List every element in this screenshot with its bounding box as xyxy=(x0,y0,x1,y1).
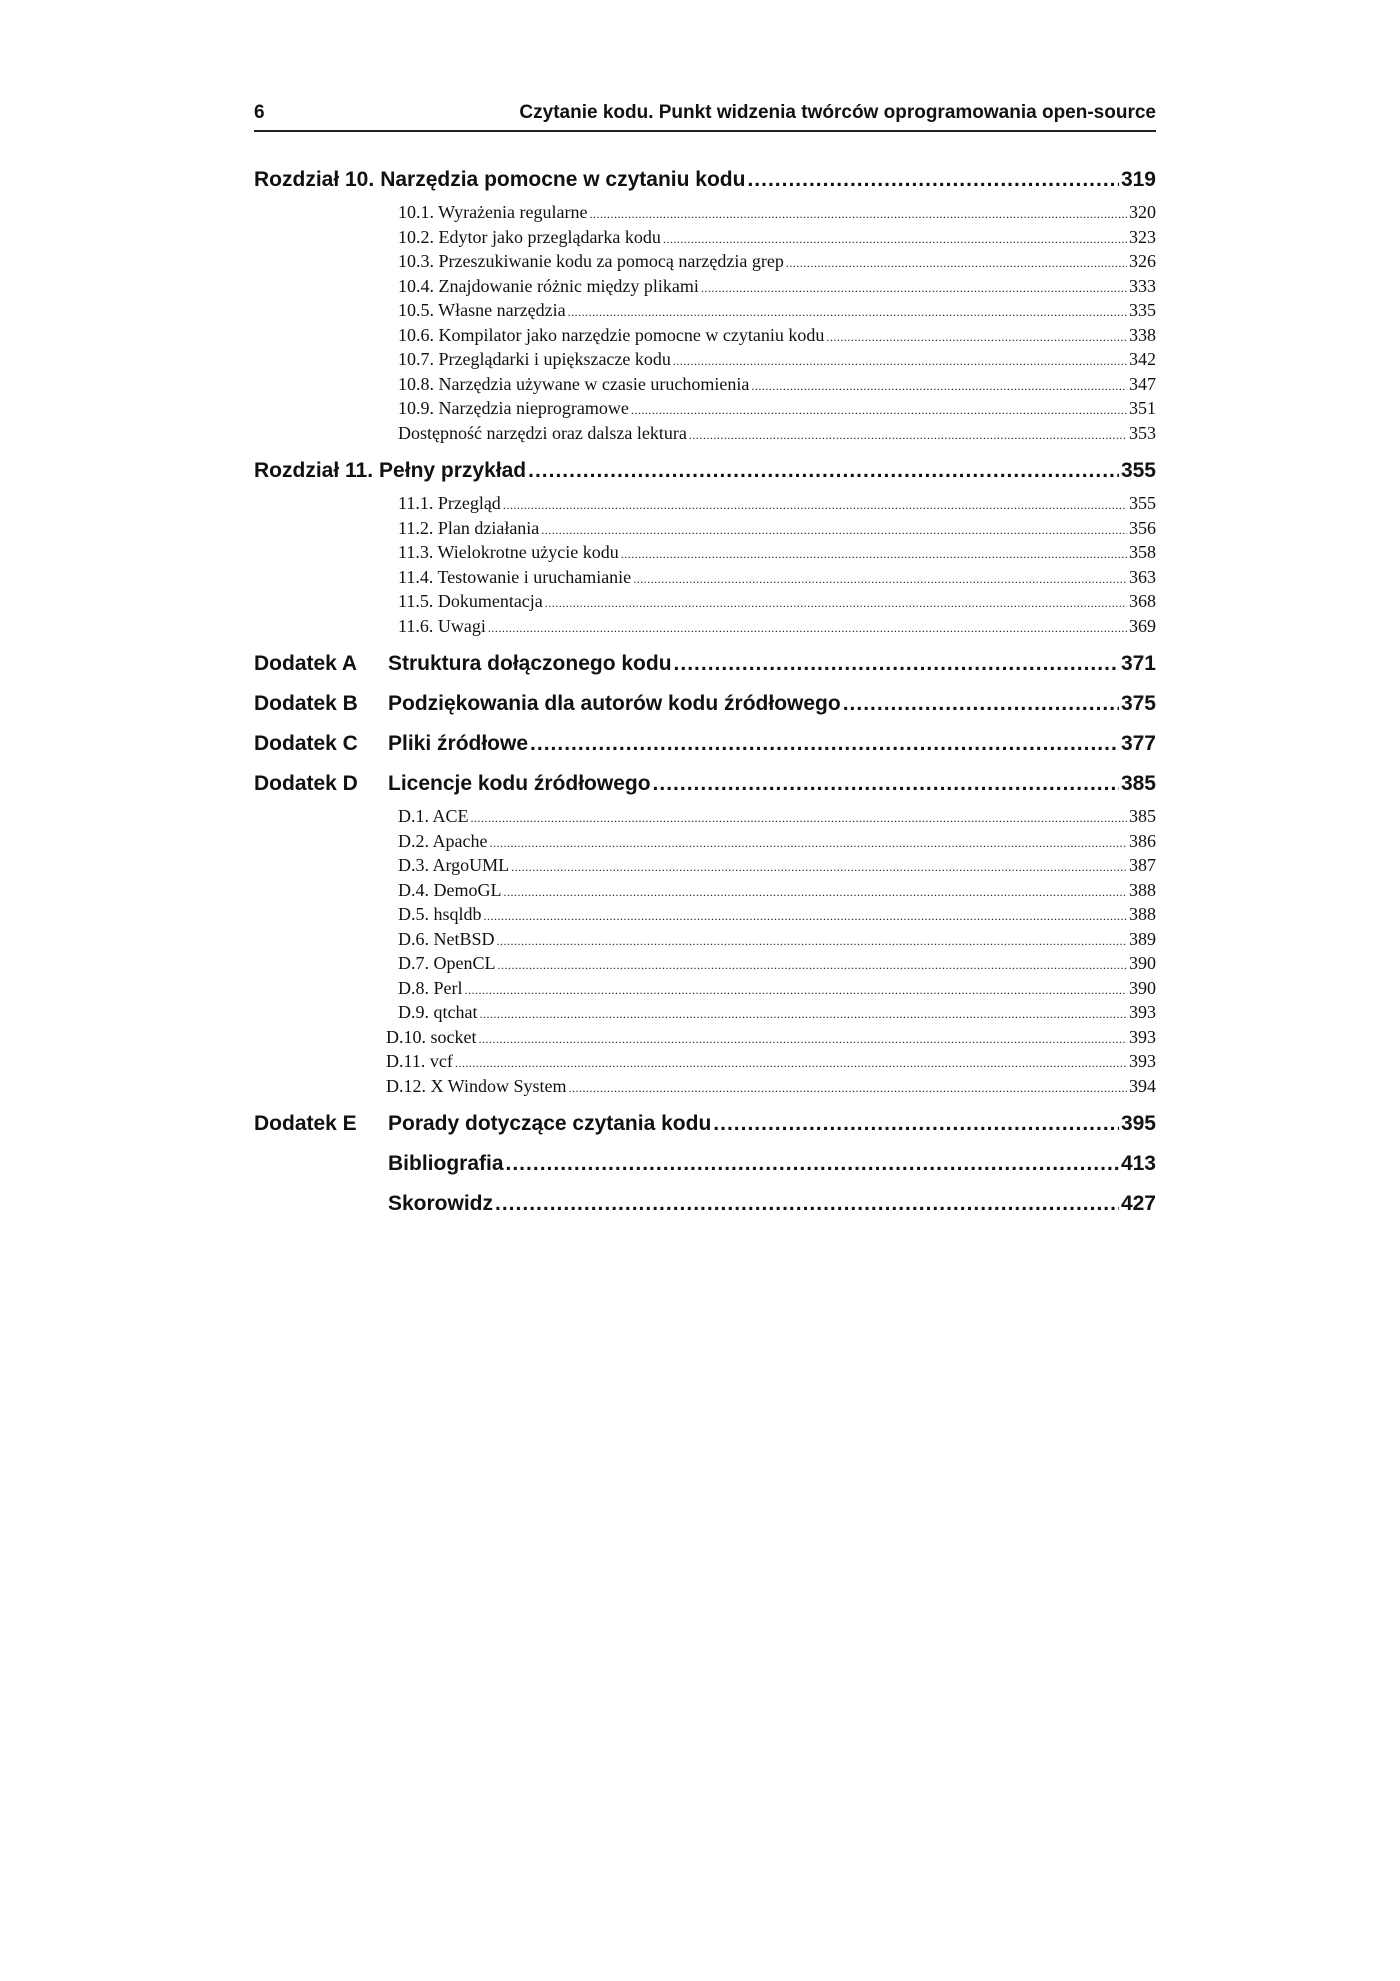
page-ref: 390 xyxy=(1129,953,1156,973)
toc-appendix-d[interactable] xyxy=(254,764,1156,804)
leader-dots xyxy=(701,276,1127,301)
page-ref: 342 xyxy=(1129,349,1156,369)
chapter-11-sections xyxy=(254,491,1156,638)
page-ref: 395 xyxy=(1120,1112,1156,1135)
page-ref: 347 xyxy=(1129,373,1156,394)
toc-section[interactable] xyxy=(398,589,1156,614)
page-ref: 369 xyxy=(1129,615,1156,636)
section-title: D.3. ArgoUML xyxy=(398,855,510,875)
section-title: 11.1. Przegląd xyxy=(398,493,501,513)
section-title: D.7. OpenCL xyxy=(398,953,496,973)
page-ref: 333 xyxy=(1129,275,1156,296)
section-title: D.9. qtchat xyxy=(398,1002,478,1022)
section-title: 11.6. Uwagi xyxy=(398,615,486,636)
leader-dots xyxy=(511,855,1127,880)
page-ref: 320 xyxy=(1129,202,1156,222)
leader-dots xyxy=(747,160,1119,200)
leader-dots xyxy=(488,616,1127,641)
leader-dots xyxy=(663,227,1127,252)
appendix-label: Dodatek D xyxy=(254,772,358,795)
appendix-title: Struktura dołączonego kodu xyxy=(388,652,672,675)
page-ref: 319 xyxy=(1120,168,1156,191)
section-title: D.6. NetBSD xyxy=(398,928,495,949)
leader-dots xyxy=(484,904,1127,929)
page-ref: 368 xyxy=(1129,591,1156,611)
toc-section[interactable] xyxy=(386,902,1156,927)
leader-dots xyxy=(631,398,1127,423)
section-title: 10.2. Edytor jako przeglądarka kodu xyxy=(398,226,661,247)
toc-section[interactable] xyxy=(398,225,1156,250)
page-ref: 387 xyxy=(1129,855,1156,875)
leader-dots xyxy=(479,1002,1127,1027)
page-ref: 338 xyxy=(1129,324,1156,345)
page-header xyxy=(254,98,1156,132)
page-ref: 389 xyxy=(1129,928,1156,949)
leader-dots xyxy=(455,1051,1127,1076)
appendix-label: Dodatek B xyxy=(254,692,358,715)
appendix-title: Pliki źródłowe xyxy=(388,732,529,755)
page-ref: 385 xyxy=(1120,772,1156,795)
leader-dots xyxy=(786,251,1127,276)
toc-section[interactable] xyxy=(386,1074,1156,1099)
index-title: Skorowidz xyxy=(388,1192,494,1215)
leader-dots xyxy=(751,374,1127,399)
toc-section[interactable] xyxy=(398,540,1156,565)
leader-dots xyxy=(478,1027,1127,1052)
section-title: 10.3. Przeszukiwanie kodu za pomocą narzędzia grep xyxy=(398,251,784,271)
toc-section[interactable] xyxy=(398,372,1156,397)
section-title: 10.1. Wyrażenia regularne xyxy=(398,202,588,222)
page-ref: 363 xyxy=(1129,566,1156,587)
bibliography-title: Bibliografia xyxy=(388,1152,504,1175)
toc-section[interactable] xyxy=(386,878,1156,903)
toc-section[interactable] xyxy=(398,396,1156,421)
leader-dots xyxy=(495,1184,1119,1224)
table-of-contents xyxy=(254,160,1156,1224)
section-title: 11.4. Testowanie i uruchamianie xyxy=(398,566,632,587)
toc-section[interactable] xyxy=(398,491,1156,516)
appendix-title: Porady dotyczące czytania kodu xyxy=(388,1112,712,1135)
toc-section[interactable] xyxy=(386,804,1156,829)
toc-section[interactable] xyxy=(398,516,1156,541)
section-title: D.10. socket xyxy=(386,1026,477,1047)
section-title: Dostępność narzędzi oraz dalsza lektura xyxy=(398,422,687,443)
page-ref: 355 xyxy=(1120,459,1156,482)
leader-dots xyxy=(826,325,1127,350)
page-ref: 394 xyxy=(1129,1075,1156,1096)
page-ref: 323 xyxy=(1129,226,1156,247)
page-ref: 413 xyxy=(1120,1152,1156,1175)
toc-chapter-11[interactable] xyxy=(254,451,1156,491)
toc-bibliography[interactable] xyxy=(254,1144,1156,1184)
page-ref: 371 xyxy=(1120,652,1156,675)
leader-dots xyxy=(843,684,1119,724)
chapter-label: Rozdział 11. xyxy=(254,459,374,482)
appendix-label: Dodatek A xyxy=(254,652,358,675)
page-ref: 326 xyxy=(1129,251,1156,271)
toc-index[interactable] xyxy=(254,1184,1156,1224)
toc-section[interactable] xyxy=(398,614,1156,639)
page-ref: 335 xyxy=(1129,300,1156,320)
running-title: Czytanie kodu. Punkt widzenia twórców oprogramowania open-source xyxy=(519,102,1156,123)
chapter-label: Rozdział 10. xyxy=(254,168,375,191)
section-title: 11.3. Wielokrotne użycie kodu xyxy=(398,542,619,562)
leader-dots xyxy=(689,423,1127,448)
leader-dots xyxy=(545,591,1127,616)
section-title: D.11. vcf xyxy=(386,1051,453,1071)
toc-section[interactable] xyxy=(398,565,1156,590)
toc-section[interactable] xyxy=(398,347,1156,372)
page-ref: 355 xyxy=(1129,493,1156,513)
appendix-title: Licencje kodu źródłowego xyxy=(388,772,651,795)
toc-section[interactable] xyxy=(386,829,1156,854)
page-ref: 388 xyxy=(1129,904,1156,924)
leader-dots xyxy=(653,764,1119,804)
leader-dots xyxy=(465,978,1128,1003)
toc-appendix-a[interactable] xyxy=(254,644,1156,684)
section-title: D.12. X Window System xyxy=(386,1075,567,1096)
toc-section[interactable] xyxy=(398,200,1156,225)
section-title: 11.5. Dokumentacja xyxy=(398,591,543,611)
toc-appendix-b[interactable] xyxy=(254,684,1156,724)
section-title: 10.6. Kompilator jako narzędzie pomocne w czytaniu kodu xyxy=(398,324,825,345)
toc-section[interactable] xyxy=(386,927,1156,952)
page-number: 6 xyxy=(254,102,265,123)
leader-dots xyxy=(506,1144,1119,1184)
page-ref: 385 xyxy=(1129,806,1156,826)
leader-dots xyxy=(568,1076,1127,1101)
appendix-label: Dodatek E xyxy=(254,1112,357,1135)
toc-section[interactable] xyxy=(398,249,1156,274)
page-ref: 386 xyxy=(1129,830,1156,851)
leader-dots xyxy=(568,300,1127,325)
leader-dots xyxy=(674,644,1119,684)
leader-dots xyxy=(528,451,1119,491)
toc-section[interactable] xyxy=(386,951,1156,976)
page-ref: 393 xyxy=(1129,1051,1156,1071)
section-title: D.2. Apache xyxy=(398,830,488,851)
toc-section[interactable] xyxy=(398,298,1156,323)
page-ref: 356 xyxy=(1129,517,1156,538)
leader-dots xyxy=(673,349,1127,374)
leader-dots xyxy=(541,518,1127,543)
toc-section[interactable] xyxy=(398,274,1156,299)
leader-dots xyxy=(471,806,1127,831)
page-ref: 353 xyxy=(1129,422,1156,443)
leader-dots xyxy=(489,831,1127,856)
toc-chapter-10[interactable] xyxy=(254,160,1156,200)
page-ref: 393 xyxy=(1129,1026,1156,1047)
section-title: 10.7. Przeglądarki i upiększacze kodu xyxy=(398,349,671,369)
chapter-10-sections xyxy=(254,200,1156,445)
section-title: D.5. hsqldb xyxy=(398,904,482,924)
toc-section[interactable] xyxy=(398,323,1156,348)
page-ref: 388 xyxy=(1129,879,1156,900)
toc-appendix-e[interactable] xyxy=(254,1104,1156,1144)
section-title: 10.5. Własne narzędzia xyxy=(398,300,566,320)
chapter-title: Pełny przykład xyxy=(379,459,527,482)
section-title: D.4. DemoGL xyxy=(398,879,502,900)
section-title: 11.2. Plan działania xyxy=(398,517,540,538)
toc-section[interactable] xyxy=(386,1049,1156,1074)
toc-section[interactable] xyxy=(398,421,1156,446)
toc-appendix-c[interactable] xyxy=(254,724,1156,764)
leader-dots xyxy=(503,880,1127,905)
leader-dots xyxy=(621,542,1127,567)
leader-dots xyxy=(530,724,1119,764)
page-ref: 377 xyxy=(1120,732,1156,755)
toc-section[interactable] xyxy=(386,1025,1156,1050)
leader-dots xyxy=(497,929,1127,954)
leader-dots xyxy=(498,953,1128,978)
page-ref: 427 xyxy=(1120,1192,1156,1215)
page-ref: 351 xyxy=(1129,398,1156,418)
leader-dots xyxy=(503,493,1127,518)
section-title: 10.9. Narzędzia nieprogramowe xyxy=(398,398,629,418)
toc-section[interactable] xyxy=(386,853,1156,878)
section-title: D.8. Perl xyxy=(398,977,463,998)
section-title: 10.8. Narzędzia używane w czasie uruchomienia xyxy=(398,373,750,394)
appendix-label: Dodatek C xyxy=(254,732,358,755)
appendix-title: Podziękowania dla autorów kodu źródłowego xyxy=(388,692,841,715)
leader-dots xyxy=(633,567,1127,592)
leader-dots xyxy=(713,1104,1119,1144)
chapter-title: Narzędzia pomocne w czytaniu kodu xyxy=(380,168,746,191)
page-ref: 390 xyxy=(1129,977,1156,998)
section-title: D.1. ACE xyxy=(398,806,469,826)
appendix-d-sections xyxy=(254,804,1156,1098)
page-ref: 358 xyxy=(1129,542,1156,562)
section-title: 10.4. Znajdowanie różnic między plikami xyxy=(398,275,699,296)
page-ref: 375 xyxy=(1120,692,1156,715)
page-ref: 393 xyxy=(1129,1002,1156,1022)
toc-section[interactable] xyxy=(386,1000,1156,1025)
leader-dots xyxy=(590,202,1128,227)
toc-section[interactable] xyxy=(386,976,1156,1001)
